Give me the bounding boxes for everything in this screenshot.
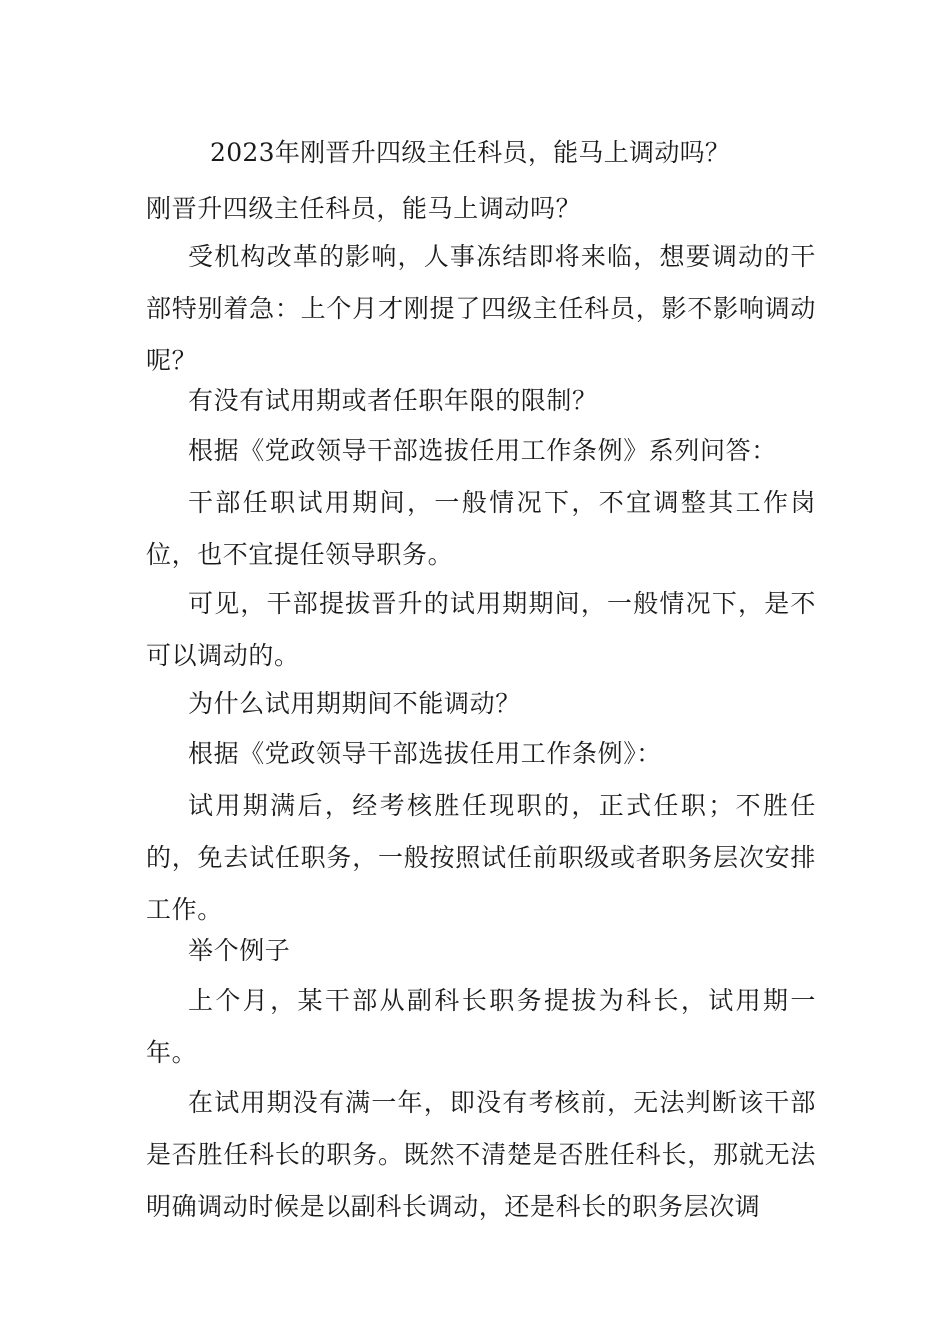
document-title: 2023年刚晋升四级主任科员，能马上调动吗？ xyxy=(210,138,731,167)
paragraph-11: 在试用期没有满一年，即没有考核前，无法判断该干部是否胜任科长的职务。既然不清楚是否胜任科长，那就无法明确调动时候是以副科长调动，还是科长的职务层次调 xyxy=(146,1088,816,1221)
paragraph-subtitle: 刚晋升四级主任科员，能马上调动吗？ xyxy=(146,194,582,223)
paragraph-1: 受机构改革的影响，人事冻结即将来临，想要调动的干部特别着急：上个月才刚提了四级主任科员，影不影响调动呢？ xyxy=(146,242,816,375)
paragraph-7: 根据《党政领导干部选拔任用工作条例》： xyxy=(188,739,662,768)
paragraph-6: 为什么试用期期间不能调动？ xyxy=(188,689,521,718)
paragraph-4: 干部任职试用期间，一般情况下，不宜调整其工作岗位，也不宜提任领导职务。 xyxy=(146,488,816,569)
paragraph-8: 试用期满后，经考核胜任现职的，正式任职；不胜任的，免去试任职务，一般按照试任前职级或者职务层次安排工作。 xyxy=(146,791,816,924)
paragraph-10: 上个月，某干部从副科长职务提拔为科长，试用期一年。 xyxy=(146,986,816,1067)
paragraph-5: 可见，干部提拔晋升的试用期期间，一般情况下，是不可以调动的。 xyxy=(146,589,816,670)
paragraph-9: 举个例子 xyxy=(188,936,291,965)
paragraph-3: 根据《党政领导干部选拔任用工作条例》系列问答： xyxy=(188,436,777,465)
paragraph-2: 有没有试用期或者任职年限的限制？ xyxy=(188,386,598,415)
